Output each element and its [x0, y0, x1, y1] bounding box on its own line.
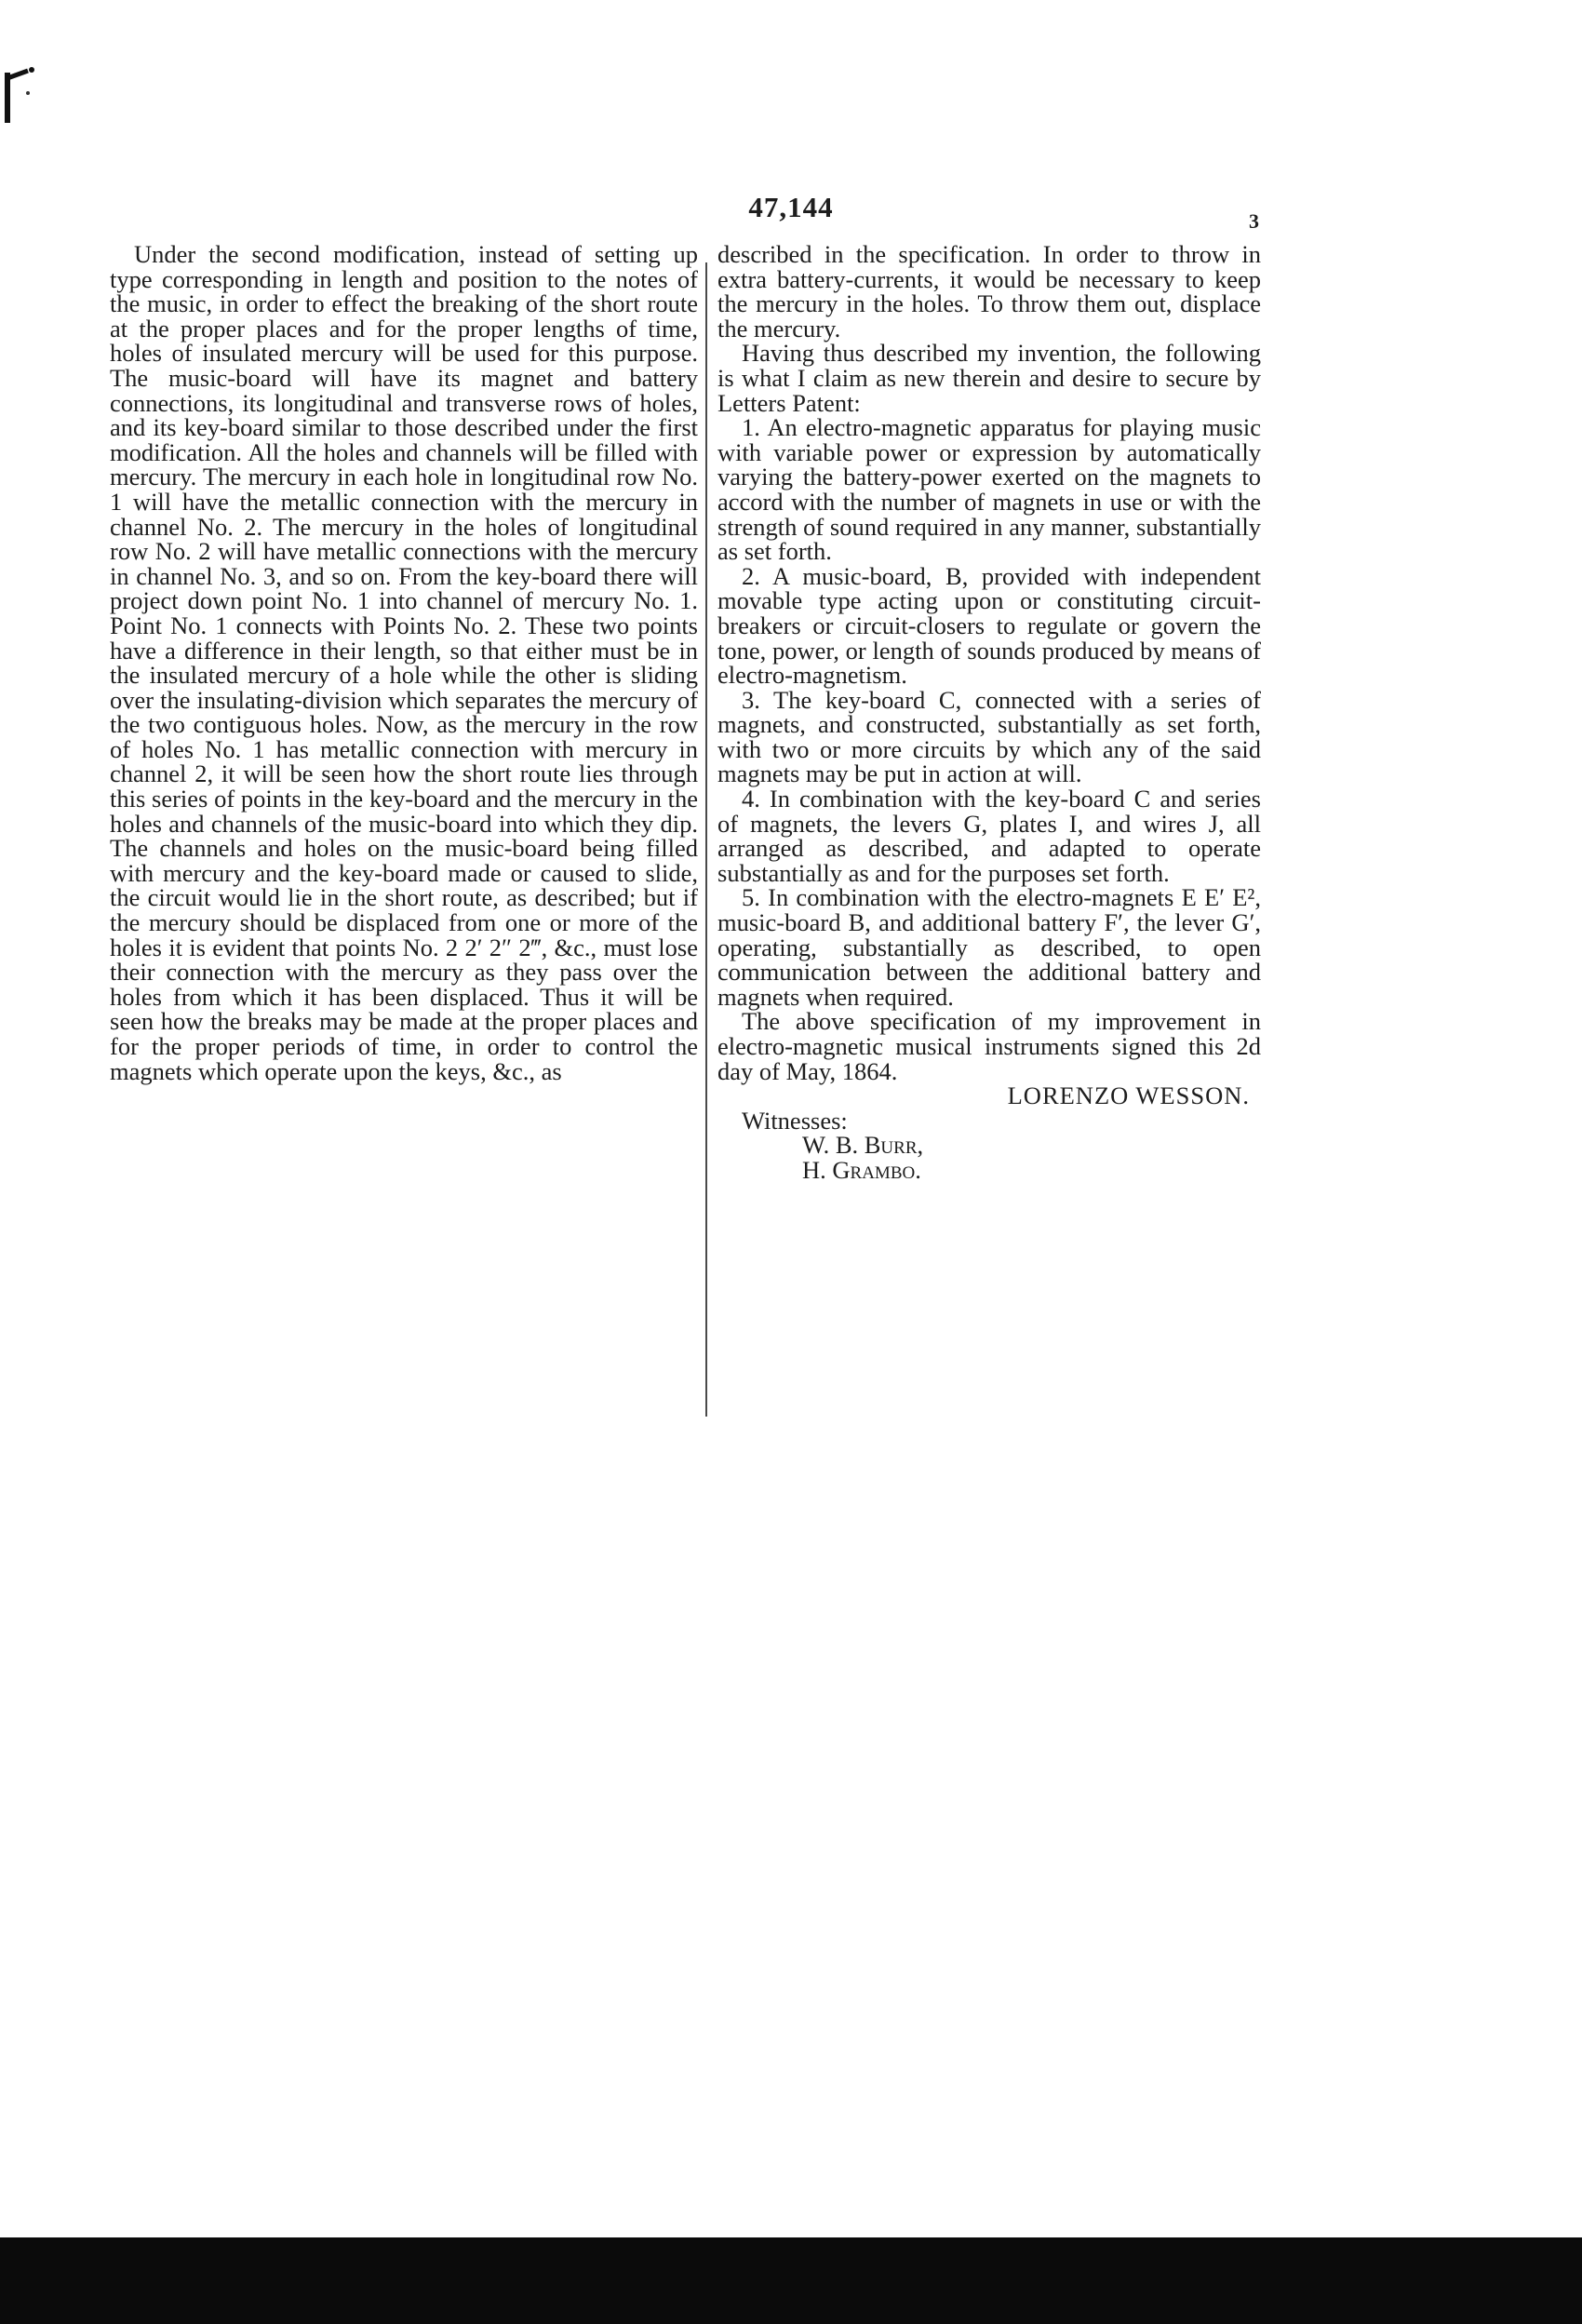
claim-4: 4. In combination with the key-board C and series of magnets, the levers G, plates I, and wires J, all arranged as described, and adapted to operate substantially as and for the purposes set forth.: [717, 785, 1261, 887]
inventor-signature: LORENZO WESSON.: [1007, 1081, 1250, 1110]
patent-number: 47,144: [748, 191, 834, 223]
claim-2: 2. A music-board, B, provided with independent movable type acting upon or constituting circuit-breakers or circuit-closers to regulate or govern the tone, power, or length of sounds produced by means of electro-magnetism.: [717, 561, 1261, 690]
claim-3: 3. The key-board C, connected with a series of magnets, and constructed, substantially as set forth, with two or more circuits by which any of the said magnets may be put in action at will.: [717, 685, 1261, 788]
left-text-column: [110, 242, 698, 1083]
page-number: 3: [1249, 209, 1259, 233]
corner-scan-mark: [0, 65, 37, 140]
witnesses-label: Witnesses:: [742, 1106, 848, 1135]
right-text-column: [717, 242, 1261, 1183]
closing-statement: The above specification of my improvement in electro-magnetic musical instruments signed this 2d day of May, 1864.: [717, 1007, 1261, 1085]
scan-bottom-band: [0, 2237, 1582, 2324]
witness-1: W. B. Burr,: [802, 1131, 924, 1160]
continuation-paragraph: described in the specification. In order to throw in extra battery-currents, it would be necessary to keep the mercury in the holes. To throw them out, displace the mercury.: [717, 240, 1261, 343]
witness-2: H. Grambo.: [802, 1155, 921, 1184]
claims-intro: Having thus described my invention, the following is what I claim as new therein and desire to secure by Letters Patent:: [717, 339, 1261, 417]
left-column-paragraph: Under the second modification, instead of setting up type corresponding in length and position to the notes of the music, in order to effect the breaking of the short route at the proper places and for the proper lengths of time, holes of insulated mercury will be used for this purpose. The music-board will have its magnet and battery connections, its longitudinal and transverse rows of holes, and its key-board similar to those described under the first modification. All the holes and channels will be filled with mercury. The mercury in each hole in longitudinal row No. 1 will have the metallic connection with the mercury in channel No. 2. The mercury in the holes of longitudinal row No. 2 will have metallic connections with the mercury in channel No. 3, and so on. From the key-board there will project down point No. 1 into channel of mercury No. 1. Point No. 1 connects with Points No. 2. These two points have a difference in their length, so that either must be in the insulated mercury of a hole while the other is sliding over the insulating-division which separates the mercury of the two contiguous holes. Now, as the mercury in the row of holes No. 1 has metallic connection with mercury in channel 2, it will be seen how the short route lies through this series of points in the key-board and the mercury in the holes and channels of the music-board into which they dip. The channels and holes on the music-board being filled with mercury and the key-board made or caused to slide, the circuit would lie in the short route, as described; but if the mercury should be displaced from one or more of the holes it is evident that points No. 2 2′ 2″ 2‴, &c., must lose their connection with the mercury as they pass over the holes from which it has been displaced. Thus it will be seen how the breaks may be made at the proper places and for the proper periods of time, in order to control the magnets which operate upon the keys, &c., as: [110, 240, 698, 1085]
column-divider: [705, 262, 707, 1417]
claim-5: 5. In combination with the electro-magnets E E′ E², music-board B, and additional battery F′, the lever G′, operating, substantially as described, to open communication between the additional battery and magnets when required.: [717, 883, 1261, 1011]
claim-1: 1. An electro-magnetic apparatus for playing music with variable power or expression by automatically varying the battery-power exerted on the magnets to accord with the number of magnets in use or with the strength of sound required in any manner, substantially as set forth.: [717, 413, 1261, 566]
